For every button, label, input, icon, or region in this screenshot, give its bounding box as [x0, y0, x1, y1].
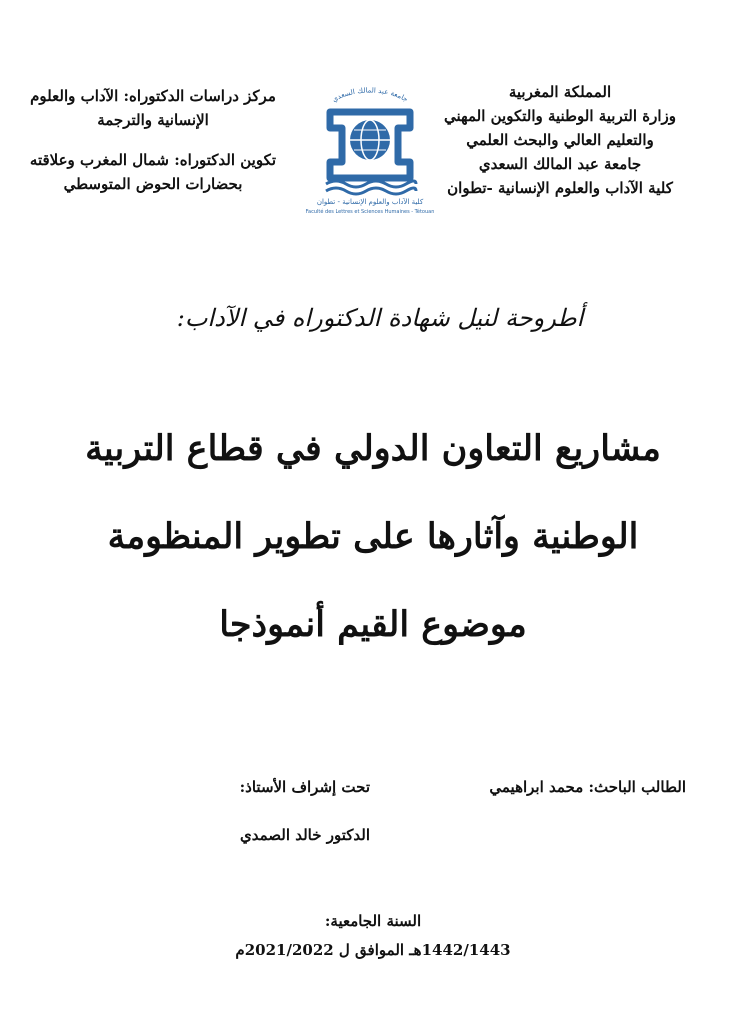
header-line: الإنسانية والترجمة	[97, 111, 209, 129]
logo-arc-text: جامعة عبد المالك السعدي	[330, 86, 410, 104]
thesis-subtitle: أطروحة لنيل شهادة الدكتوراه في الآداب:	[176, 304, 584, 332]
title-line: موضوع القيم أنموذجا	[219, 604, 527, 645]
header-line: مركز دراسات الدكتوراه: الآداب والعلوم	[30, 87, 276, 105]
header-line: تكوين الدكتوراه: شمال المغرب وعلاقته	[29, 151, 277, 169]
header-line: وزارة التربية الوطنية والتكوين المهني	[444, 107, 676, 125]
title-line: الوطنية وآثارها على تطوير المنظومة	[107, 516, 639, 557]
doctoral-center-header-left	[22, 84, 284, 196]
supervisor-name: الدكتور خالد الصمدي	[239, 826, 370, 844]
header-line: المملكة المغربية	[508, 83, 612, 101]
academic-year-label: السنة الجامعية:	[324, 912, 422, 930]
title-line: مشاريع التعاون الدولي في قطاع التربية	[85, 428, 661, 469]
header-line: والتعليم العالي والبحث العلمي	[466, 131, 654, 149]
university-logo	[290, 78, 450, 218]
header-line: كلية الآداب والعلوم الإنسانية -تطوان	[447, 179, 673, 197]
student-name: الطالب الباحث: محمد ابراهيمي	[489, 778, 686, 796]
supervision-label: تحت إشراف الأستاذ:	[239, 778, 370, 796]
header-line: جامعة عبد المالك السعدي	[478, 155, 642, 173]
header-line: بحضارات الحوض المتوسطي	[63, 175, 243, 193]
academic-year-value: 1442/1443هـ الموافق ل 2021/2022م	[235, 941, 511, 959]
thesis-title	[60, 405, 686, 669]
institution-header-right	[410, 80, 710, 200]
logo-caption-fr: Faculté des Lettres et Sciences Humaines - Tétouan	[305, 209, 435, 215]
logo-emblem-icon	[290, 78, 450, 218]
logo-caption-ar: كلية الآداب والعلوم الإنسانية - تطوان	[316, 198, 424, 206]
